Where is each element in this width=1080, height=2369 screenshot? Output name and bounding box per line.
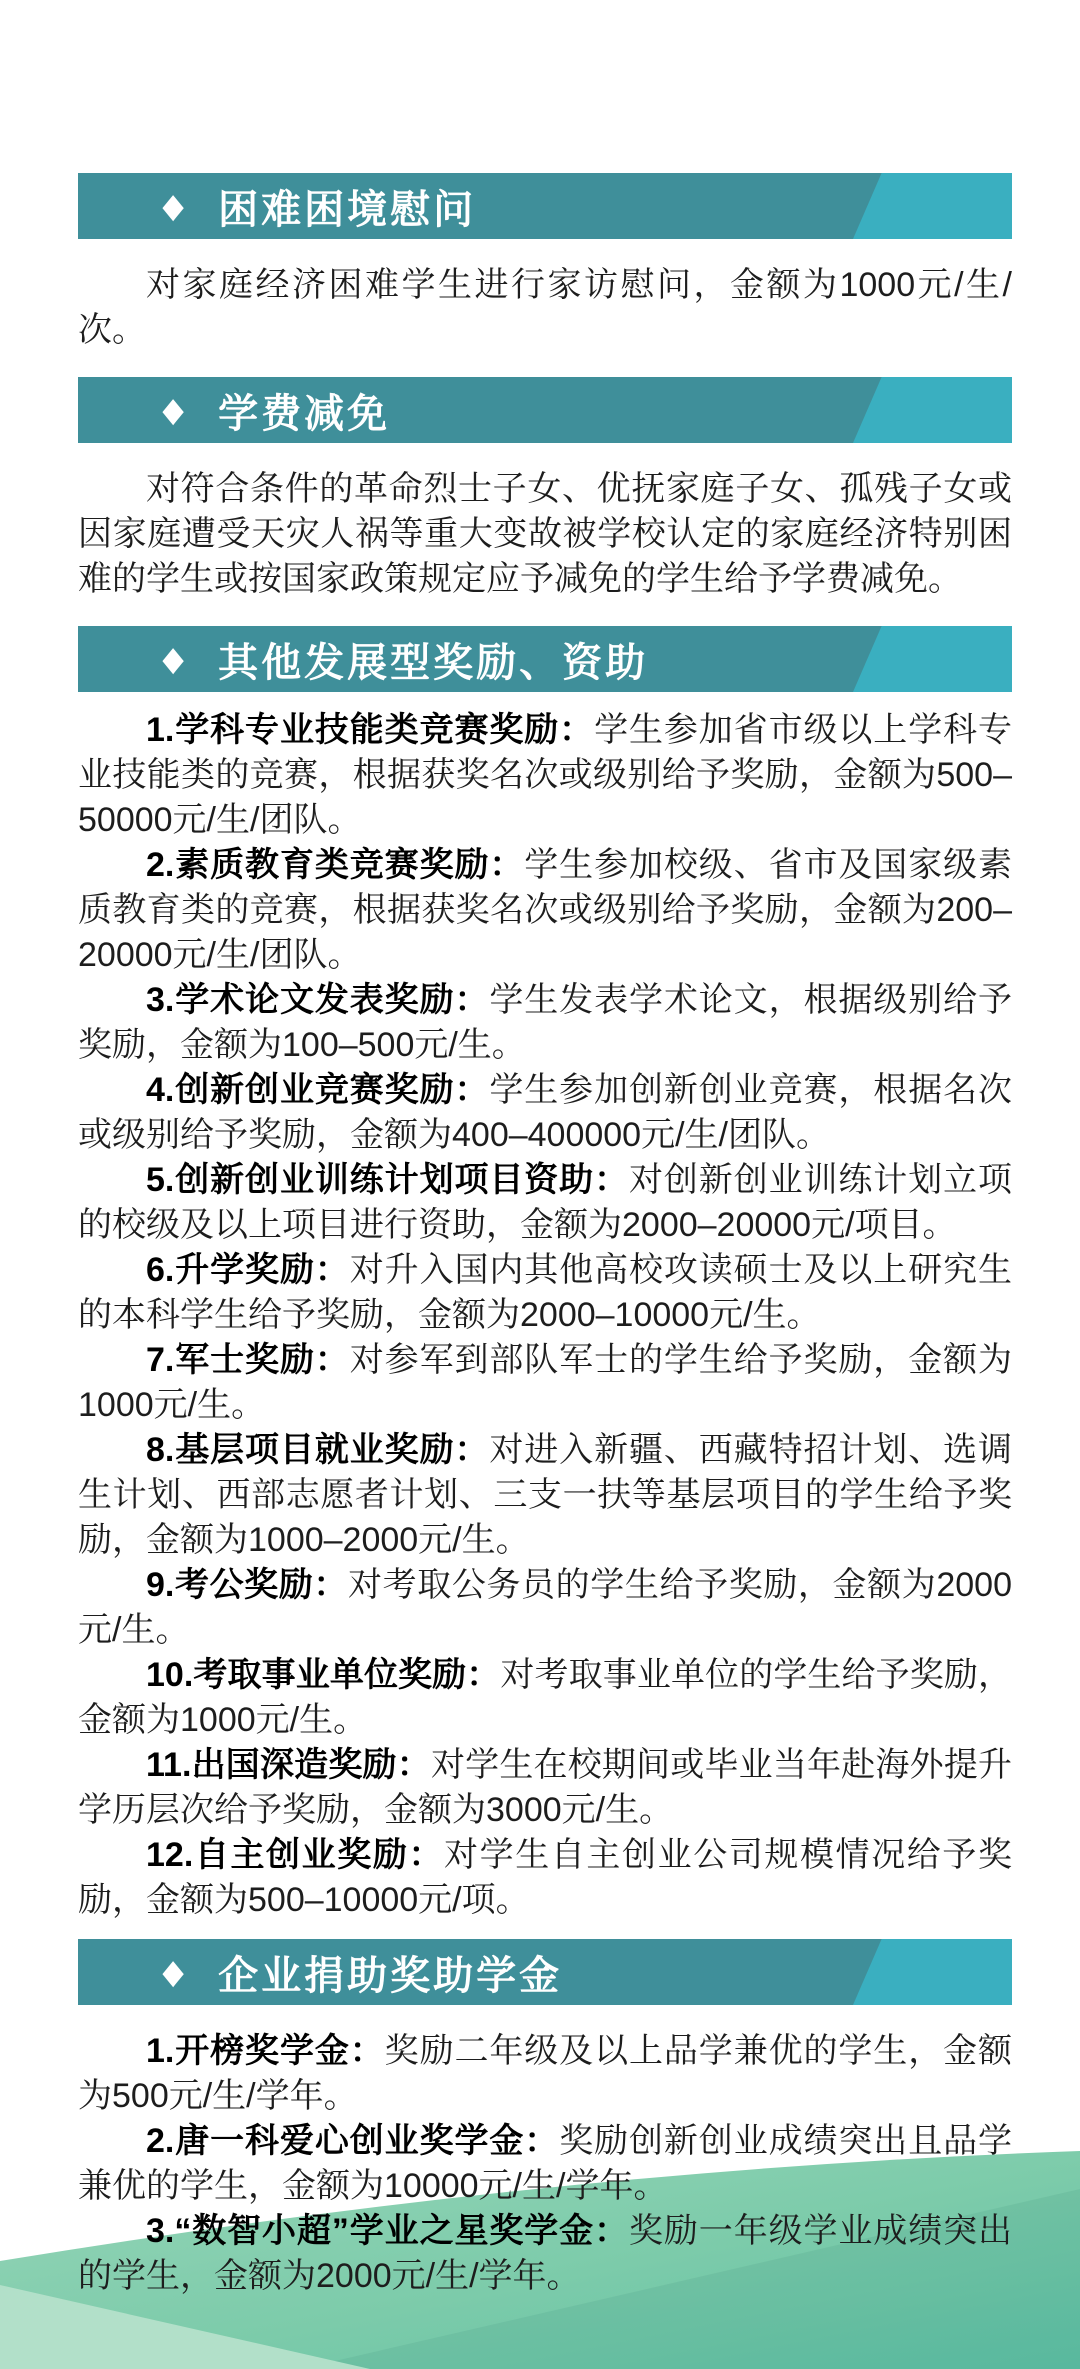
paragraph: 对家庭经济困难学生进行家访慰问，金额为1000元/生/次。 — [78, 266, 1012, 349]
section-body — [78, 2029, 1012, 2299]
bar-accent-shape — [853, 626, 1012, 692]
list-item: 3.“数智小超”学业之星奖学金：奖励一年级学业成绩突出的学生，金额为2000元/生/学年。 — [78, 2212, 1013, 2295]
list-item: 11.出国深造奖励：对学生在校期间或毕业当年赴海外提升学历层次给予奖励，金额为3000元/生。 — [78, 1746, 1013, 1829]
list-item: 1.学科专业技能类竞赛奖励：学生参加省市级以上学科专业技能类的竞赛，根据获奖名次或级别给予奖励，金额为500–50000元/生/团队。 — [78, 711, 1012, 839]
list-item: 12.自主创业奖励：对学生自主创业公司规模情况给予奖励，金额为500–10000元/项。 — [78, 1836, 1013, 1919]
section-title: 困难困境慰问 — [218, 187, 477, 232]
list-item: 1.开榜奖学金：奖励二年级及以上品学兼优的学生，金额为500元/生/学年。 — [78, 2032, 1012, 2115]
diamond-icon: ◆ — [162, 640, 184, 678]
diamond-icon: ◆ — [162, 187, 184, 225]
list-item: 3.学术论文发表奖励：学生发表学术论文，根据级别给予奖励，金额为100–500元/生。 — [78, 981, 1012, 1064]
section-header-corporate-scholarships — [78, 1939, 1012, 2005]
diamond-icon: ◆ — [162, 1953, 184, 1991]
bar-accent-shape — [853, 1939, 1012, 2005]
list-item: 2.素质教育类竞赛奖励：学生参加校级、省市及国家级素质教育类的竞赛，根据获奖名次或级别给予奖励，金额为200–20000元/生/团队。 — [78, 846, 1013, 974]
content-column — [78, 173, 1012, 2299]
list-item: 4.创新创业竞赛奖励：学生参加创新创业竞赛，根据名次或级别给予奖励，金额为400–400000元/生/团队。 — [78, 1071, 1012, 1154]
section-header-tuition-waiver — [78, 377, 1012, 443]
list-item: 2.唐一科爱心创业奖学金：奖励创新创业成绩突出且品学兼优的学生，金额为10000元/生/学年。 — [78, 2122, 1013, 2205]
list-item: 6.升学奖励：对升入国内其他高校攻读硕士及以上研究生的本科学生给予奖励，金额为2000–10000元/生。 — [78, 1251, 1012, 1334]
section-title: 企业捐助奖助学金 — [218, 1953, 563, 1998]
list-item: 9.考公奖励：对考取公务员的学生给予奖励，金额为2000元/生。 — [78, 1566, 1012, 1649]
paragraph: 对符合条件的革命烈士子女、优抚家庭子女、孤残子女或因家庭遭受天灾人祸等重大变故被学校认定的家庭经济特别困难的学生或按国家政策规定应予减免的学生给予学费减免。 — [78, 470, 1012, 598]
section-body — [78, 708, 1012, 1923]
section-title: 学费减免 — [218, 391, 391, 436]
section-header-development-awards — [78, 626, 1012, 692]
diamond-icon: ◆ — [162, 391, 184, 429]
list-item: 10.考取事业单位奖励：对考取事业单位的学生给予奖励，金额为1000元/生。 — [78, 1656, 1013, 1739]
section-title: 其他发展型奖励、资助 — [218, 640, 649, 685]
list-item: 7.军士奖励：对参军到部队军士的学生给予奖励，金额为1000元/生。 — [78, 1341, 1012, 1424]
list-item: 8.基层项目就业奖励：对进入新疆、西藏特招计划、选调生计划、西部志愿者计划、三支一扶等基层项目的学生给予奖励，金额为1000–2000元/生。 — [78, 1431, 1012, 1559]
bar-accent-shape — [853, 377, 1012, 443]
list-item: 5.创新创业训练计划项目资助：对创新创业训练计划立项的校级及以上项目进行资助，金额为2000–20000元/项目。 — [78, 1161, 1013, 1244]
bar-accent-shape — [853, 173, 1012, 239]
section-header-hardship-visit — [78, 173, 1012, 239]
